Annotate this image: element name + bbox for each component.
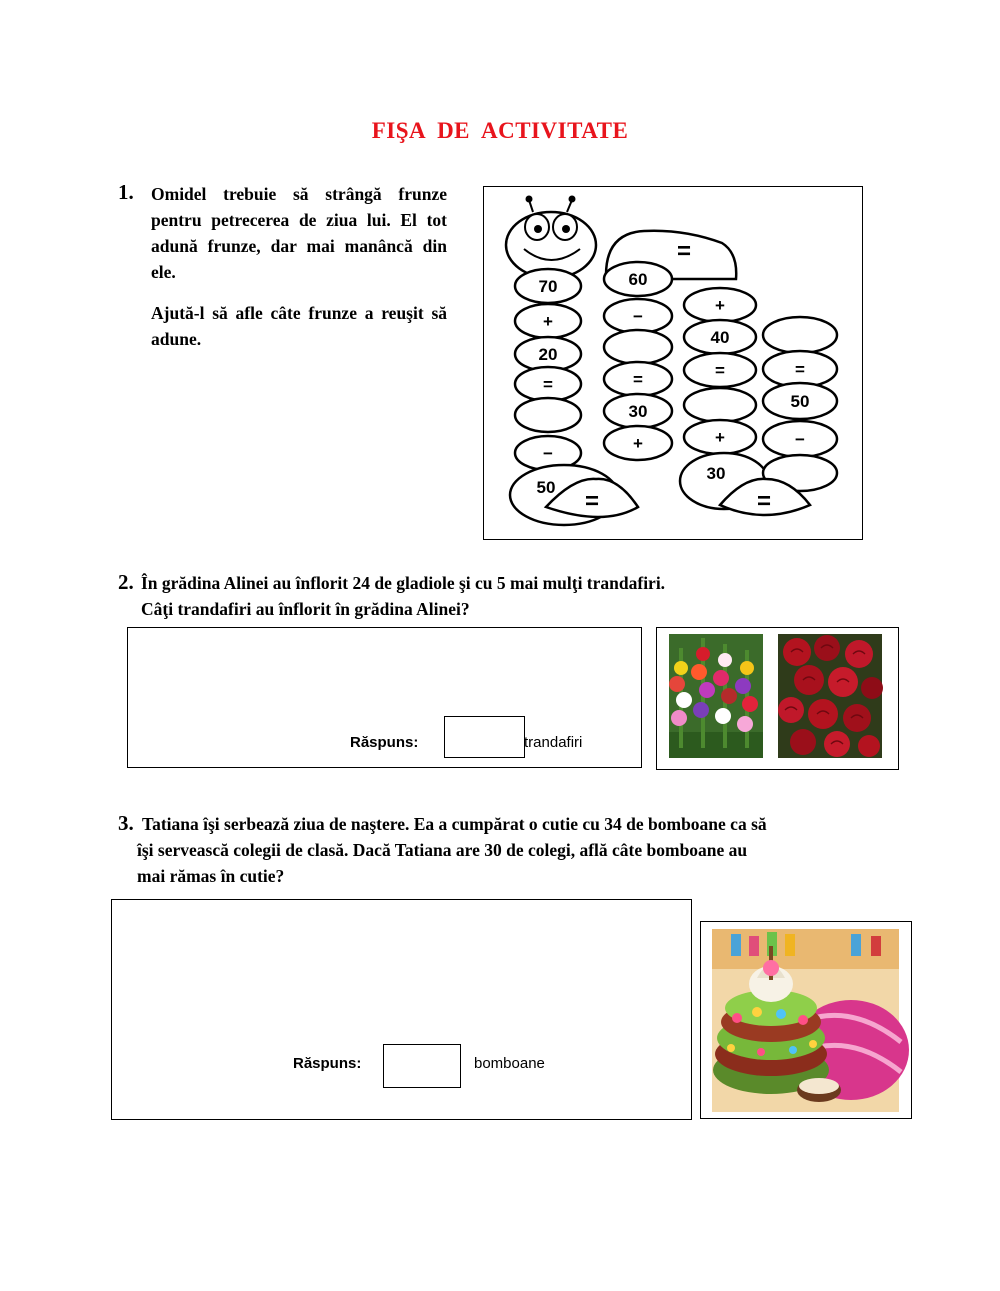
cake-image-frame bbox=[700, 921, 912, 1119]
caterpillar-col3-base-label: 30 bbox=[706, 464, 726, 483]
flowers-image bbox=[657, 628, 898, 769]
roses-picture bbox=[778, 634, 883, 758]
caterpillar-head bbox=[506, 196, 596, 279]
exercise-2-answer-input[interactable] bbox=[444, 716, 525, 758]
exercise-1-text: Omidel trebuie să strângă frunze pentru petrecerea de ziua lui. El tot adună frunze, dar mai manâncă din ele. bbox=[151, 184, 447, 282]
caterpillar-col1-seg-1-label: + bbox=[543, 312, 553, 331]
caterpillar-puzzle bbox=[484, 187, 862, 539]
caterpillar-col1-seg-0-label: 70 bbox=[538, 277, 558, 296]
caterpillar-col3-seg-1-label: 40 bbox=[710, 328, 730, 347]
exercise-3-answer-label: Răspuns: bbox=[293, 1055, 362, 1072]
caterpillar-col4-seg-2-label: 50 bbox=[790, 392, 810, 411]
exercise-2-answer-unit: trandafiri bbox=[524, 734, 583, 751]
exercise-2-number: 2. bbox=[118, 570, 134, 594]
flowers-image-frame bbox=[656, 627, 899, 770]
caterpillar-col1-seg-4 bbox=[515, 398, 581, 432]
caterpillar-col2-top-label: = bbox=[676, 238, 692, 265]
exercise-3-text-line-2: îşi servească colegii de clasă. Dacă Tatiana are 30 de colegi, află câte bomboane au bbox=[137, 840, 748, 860]
caterpillar-col2-seg-4-label: 30 bbox=[628, 402, 648, 421]
exercise-3-number: 3. bbox=[118, 811, 134, 835]
caterpillar-col4-seg-0 bbox=[763, 317, 837, 353]
caterpillar-col2-seg-5-label: + bbox=[633, 434, 643, 453]
cake-image bbox=[701, 922, 910, 1117]
caterpillar-col1-seg-2-label: 20 bbox=[538, 345, 558, 364]
exercise-1-number: 1. bbox=[118, 180, 134, 204]
caterpillar-col2-seg-1-label: − bbox=[633, 307, 643, 326]
caterpillar-puzzle-frame bbox=[483, 186, 863, 540]
exercise-1-instruction: Ajută-l să afle câte frunze a reuşit să adune. bbox=[151, 303, 447, 349]
caterpillar-col3-seg-3 bbox=[684, 388, 756, 422]
page-title: FIŞA DE ACTIVITATE bbox=[371, 118, 629, 143]
exercise-2-question: Câţi trandafiri au înflorit în grădina Alinei? bbox=[141, 599, 470, 619]
caterpillar-base-1-label: = bbox=[584, 488, 600, 515]
caterpillar-col1-base-label: 50 bbox=[536, 478, 556, 497]
caterpillar-col2-seg-2 bbox=[604, 330, 672, 364]
caterpillar-col1-seg-3-label: = bbox=[543, 375, 553, 394]
exercise-3-answer-input[interactable] bbox=[383, 1044, 461, 1088]
caterpillar-col4-seg-3-label: − bbox=[795, 430, 805, 449]
caterpillar-col4-seg-1-label: = bbox=[795, 360, 805, 379]
gladiolus-picture bbox=[669, 634, 763, 758]
caterpillar-base-2-label: = bbox=[756, 488, 772, 515]
exercise-2-text: În grădina Alinei au înflorit 24 de gladiole şi cu 5 mai mulţi trandafiri. bbox=[141, 573, 666, 593]
caterpillar-col3-seg-0-label: + bbox=[715, 296, 725, 315]
caterpillar-col1-seg-5-label: − bbox=[543, 444, 553, 463]
caterpillar-col3-seg-2-label: = bbox=[715, 361, 725, 380]
exercise-3-text-line-1: Tatiana îşi serbează ziua de naştere. Ea a cumpărat o cutie cu 34 de bomboane ca să bbox=[142, 814, 767, 834]
exercise-3-answer-unit: bomboane bbox=[474, 1055, 545, 1072]
exercise-2-answer-label: Răspuns: bbox=[350, 734, 419, 751]
caterpillar-col2-seg-3-label: = bbox=[633, 370, 643, 389]
exercise-3-text-line-3: mai rămas în cutie? bbox=[137, 866, 285, 886]
caterpillar-col2-seg-0-label: 60 bbox=[628, 270, 648, 289]
caterpillar-col3-seg-4-label: + bbox=[715, 428, 725, 447]
